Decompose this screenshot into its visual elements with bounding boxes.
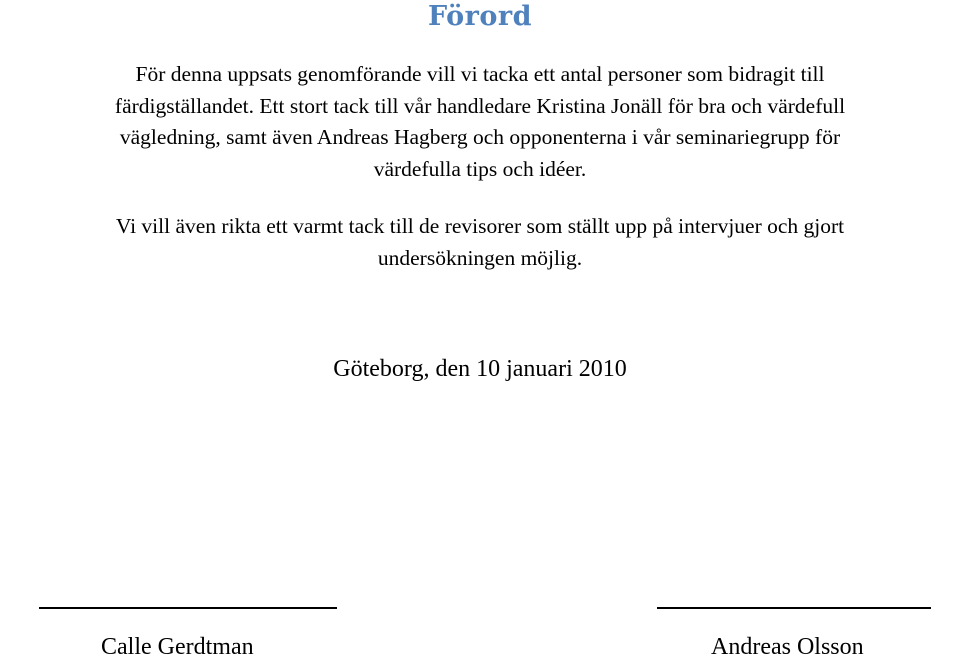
page-heading: Förord xyxy=(427,1,533,32)
signature-line-right xyxy=(657,607,931,609)
paragraph-line: vägledning, samt även Andreas Hagberg och opponenterna i vår seminariegrupp för xyxy=(119,125,841,149)
place-and-date: Göteborg, den 10 januari 2010 xyxy=(333,356,627,382)
signature-name-right: Andreas Olsson xyxy=(711,634,864,660)
signature-line-left xyxy=(39,607,337,609)
paragraph-line: För denna uppsats genomförande vill vi tacka ett antal personer som bidragit till xyxy=(135,62,825,86)
paragraph-line: Vi vill även rikta ett varmt tack till de revisorer som ställt upp på intervjuer och gjort xyxy=(115,214,845,238)
paragraph-line: färdigställandet. Ett stort tack till vår handledare Kristina Jonäll för bra och värdefull xyxy=(114,93,846,118)
acknowledgement-paragraph-1 xyxy=(0,59,960,185)
paragraph-line: undersökningen möjlig. xyxy=(377,245,583,270)
signature-name-left: Calle Gerdtman xyxy=(101,634,254,660)
paragraph-line: värdefulla tips och idéer. xyxy=(373,156,587,181)
acknowledgement-paragraph-2 xyxy=(0,211,960,274)
